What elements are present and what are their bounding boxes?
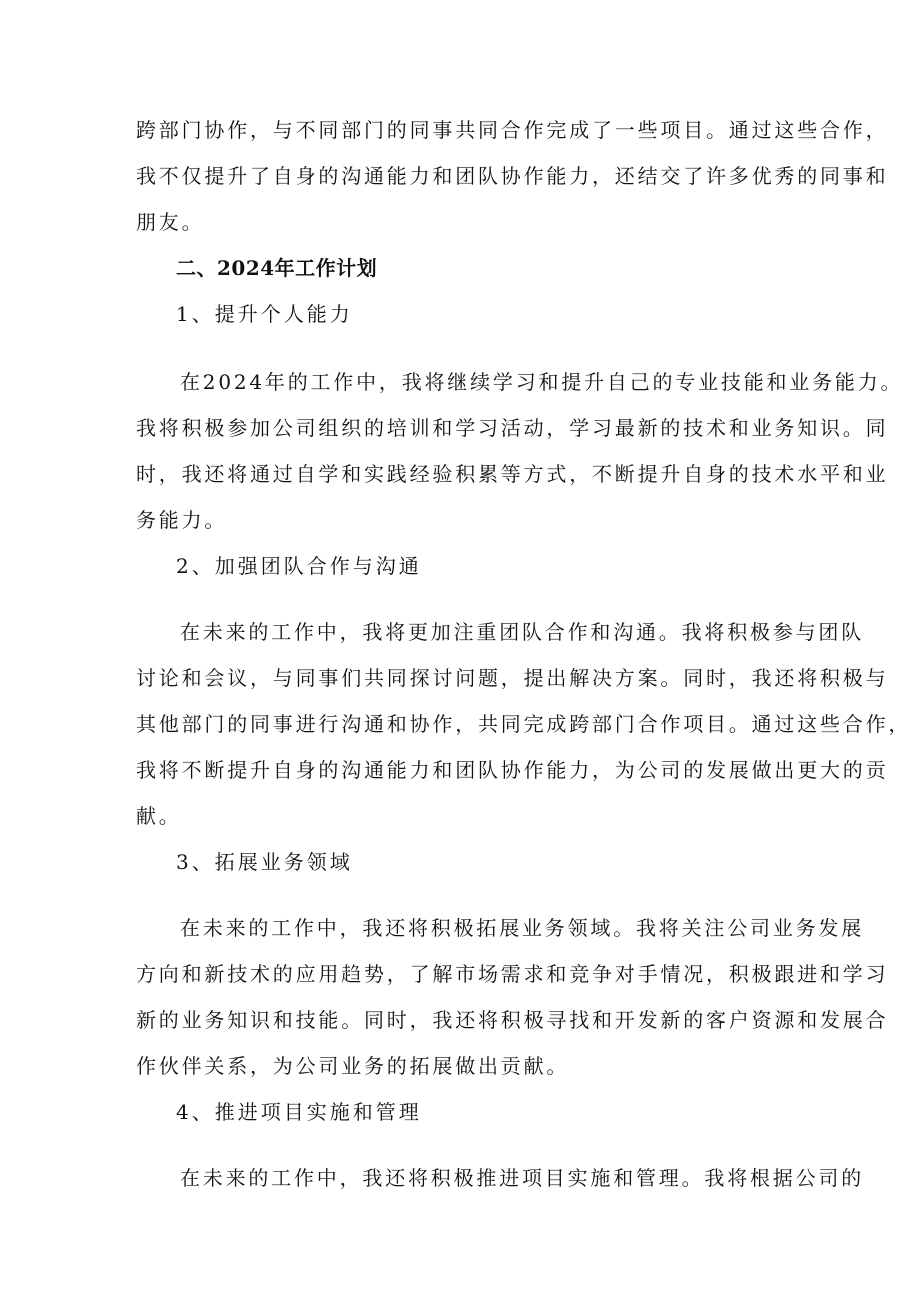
item-heading: 4、推进项目实施和管理 [176, 1100, 422, 1124]
paragraph-line: 讨论和会议，与同事们共同探讨问题，提出解决方案。同时，我还将积极与 [136, 666, 889, 690]
paragraph-line: 其他部门的同事进行沟通和协作，共同完成跨部门合作项目。通过这些合作， [136, 712, 912, 736]
paragraph-line: 务能力。 [136, 508, 228, 532]
paragraph-line: 跨部门协作，与不同部门的同事共同合作完成了一些项目。通过这些合作， [136, 118, 889, 142]
paragraph-line: 我将不断提升自身的沟通能力和团队协作能力，为公司的发展做出更大的贡 [136, 758, 889, 782]
paragraph-line: 在2024年的工作中，我将继续学习和提升自己的专业技能和业务能力。 [180, 370, 904, 394]
paragraph-line: 作伙伴关系，为公司业务的拓展做出贡献。 [136, 1054, 570, 1078]
paragraph-line: 在未来的工作中，我还将积极拓展业务领域。我将关注公司业务发展 [180, 916, 864, 940]
item-heading: 1、提升个人能力 [176, 302, 353, 326]
paragraph-line: 方向和新技术的应用趋势，了解市场需求和竞争对手情况，积极跟进和学习 [136, 962, 889, 986]
paragraph-line: 朋友。 [136, 210, 205, 234]
paragraph-line: 我不仅提升了自身的沟通能力和团队协作能力，还结交了许多优秀的同事和 [136, 164, 889, 188]
item-heading: 2、加强团队合作与沟通 [176, 554, 422, 578]
paragraph-line: 时，我还将通过自学和实践经验积累等方式，不断提升自身的技术水平和业 [136, 462, 889, 486]
paragraph-line: 在未来的工作中，我将更加注重团队合作和沟通。我将积极参与团队 [180, 620, 864, 644]
item-heading: 3、拓展业务领域 [176, 850, 353, 874]
paragraph-line: 在未来的工作中，我还将积极推进项目实施和管理。我将根据公司的 [180, 1166, 864, 1190]
paragraph-line: 我将积极参加公司组织的培训和学习活动，学习最新的技术和业务知识。同 [136, 416, 889, 440]
paragraph-line: 新的业务知识和技能。同时，我还将积极寻找和开发新的客户资源和发展合 [136, 1008, 889, 1032]
paragraph-line: 献。 [136, 804, 182, 828]
section-heading: 二、2024年工作计划 [176, 256, 378, 280]
